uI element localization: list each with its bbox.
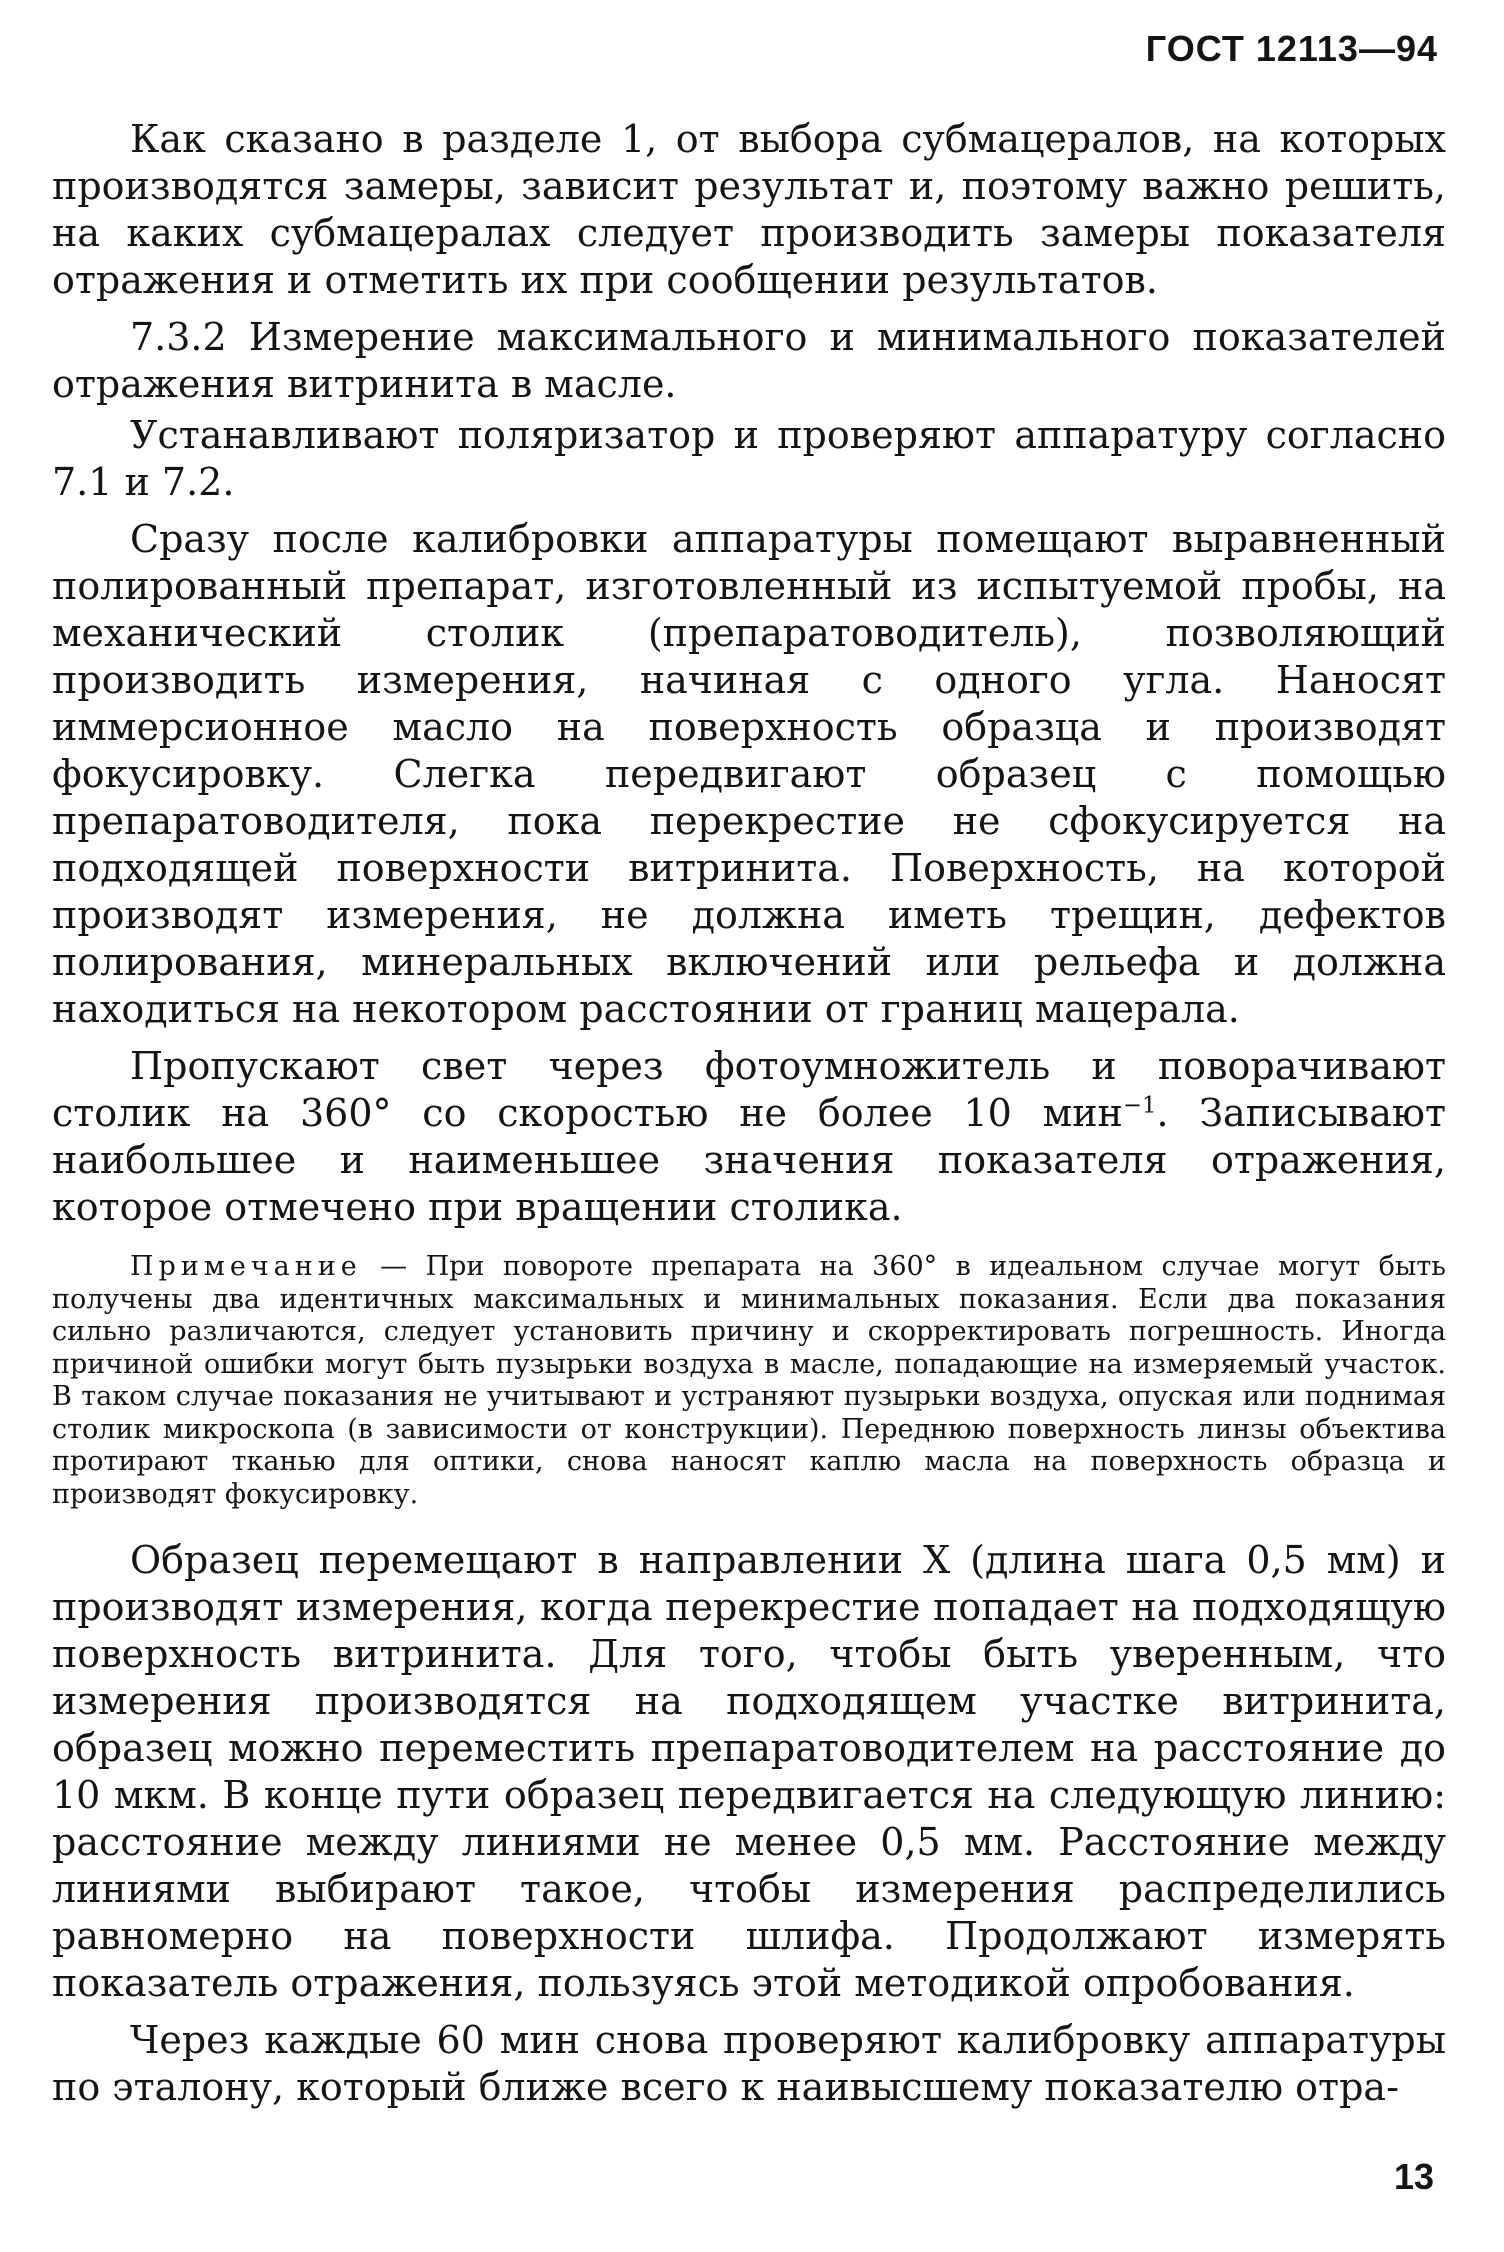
rotation-text: Пропускают свет через фотоумножитель и поворачивают столик на 360° со скоростью не более 10 мин [52, 1044, 1446, 1135]
paragraph-rotation [52, 1043, 1446, 1231]
rotation-exponent: −1 [1122, 1092, 1157, 1119]
note-text: При повороте препарата на 360° в идеальном случае могут быть получены два идентичных максимальных и минимальных показания. Если два показания сильно различаются, следует установить причину и скорректировать погрешность. Иногда причиной ошибки могут быть пузырьки воздуха в масле, попадающие на измеряемый участок. В таком случае показания не учитывают и устраняют пузырьки воздуха, опуская или поднимая столик микроскопа (в зависимости от конструкции). Переднюю поверхность линзы объектива протирают тканью для оптики, снова наносят каплю масла на поверхность образца и производят фокусировку. [52, 1251, 1446, 1510]
document-body [52, 116, 1446, 2111]
note-label: Примечание [130, 1251, 362, 1282]
note-dash: — [361, 1251, 426, 1282]
rotation-text-rest: . Записывают наибольшее и наименьшее значения показателя отражения, которое отмечено при вращении столика. [52, 1091, 1446, 1229]
page-number: 13 [1393, 2156, 1434, 2197]
document-code-header: ГОСТ 12113—94 [1145, 28, 1438, 69]
paragraph-polarizer: Устанавливают поляризатор и проверяют аппаратуру согласно 7.1 и 7.2. [52, 413, 1446, 504]
paragraph-submacerals: Как сказано в разделе 1, от выбора субмацералов, на которых производятся замеры, зависит результат и, поэтому важно решить, на каких субмацералах следует производить замеры показателя отражения и отметить их при сообщении результатов. [52, 117, 1446, 302]
paragraph-after-calibration: Сразу после калибровки аппаратуры помещают выравненный полированный препарат, изготовленный из испытуемой пробы, на механический столик (препаратоводитель), позволяющий производить измерения, начиная с одного угла. Наносят иммерсионное масло на поверхность образца и производят фокусировку. Слегка передвигают образец с помощью препаратоводителя, пока перекрестие не сфокусируется на подходящей поверхности витринита. Поверхность, на которой производят измерения, не должна иметь трещин, дефектов полирования, минеральных включений или рельефа и должна находиться на некотором расстоянии от границ мацерала. [52, 517, 1446, 1031]
paragraph-section-7-3-2: 7.3.2 Измерение максимального и минимального показателей отражения витринита в масле. [52, 315, 1446, 406]
note-block [52, 1251, 1446, 1511]
paragraph-recalibration: Через каждые 60 мин снова проверяют калибровку аппаратуры по эталону, который ближе всего к наивысшему показателю отра- [52, 2018, 1446, 2109]
paragraph-sample-movement: Образец перемещают в направлении X (длина шага 0,5 мм) и производят измерения, когда перекрестие попадает на подходящую поверхность витринита. Для того, чтобы быть уверенным, что измерения производятся на подходящем участке витринита, образец можно переместить препаратоводителем на расстояние до 10 мкм. В конце пути образец передвигается на следующую линию: расстояние между линиями не менее 0,5 мм. Расстояние между линиями выбирают такое, чтобы измерения распределились равномерно на поверхности шлифа. Продолжают измерять показатель отражения, пользуясь этой методикой опробования. [52, 1538, 1446, 2005]
